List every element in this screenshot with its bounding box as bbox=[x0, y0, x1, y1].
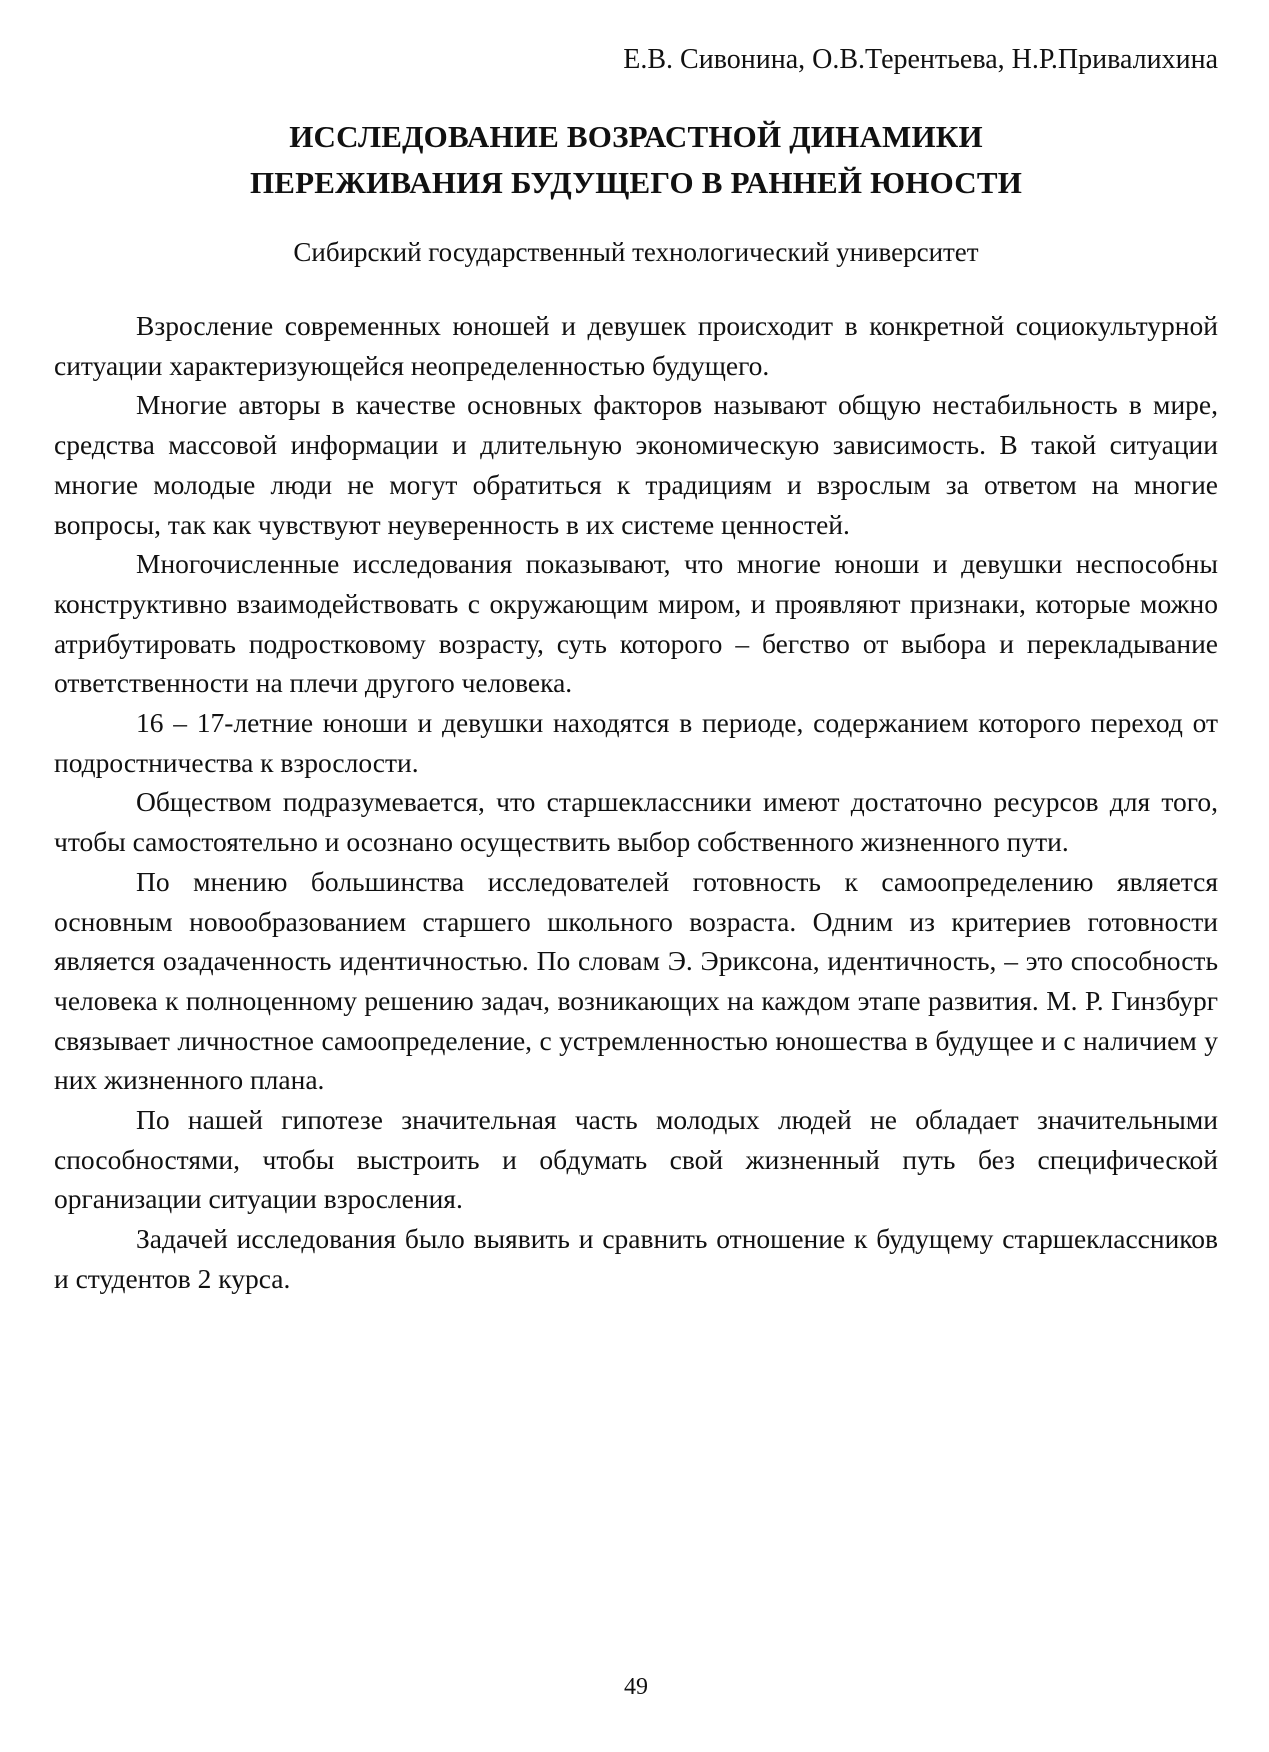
paragraph-3: Многочисленные исследования показывают, что многие юноши и девушки неспособны конструктивно взаимодействовать с окружающим миром, и проявляют признаки, которые можно атрибутировать подростковому возрасту, суть которого – бегство от выбора и перекладывание ответственности на плечи другого человека. bbox=[54, 548, 1218, 699]
paragraph-6: По мнению большинства исследователей готовность к самоопределению является основным новообразованием старшего школьного возраста. Одним из критериев готовности является озадаченность идентичностью. По словам Э. Эриксона, идентичность, – это способность человека к полноценному решению задач, возникающих на каждом этапе развития. М. Р. Гинзбург связывает личностное самоопределение, с устремленностью юношества в будущее и с наличием у них жизненного плана. bbox=[54, 865, 1218, 1096]
authors-line: Е.В. Сивонина, О.В.Терентьева, Н.Р.Привалихина bbox=[623, 44, 1218, 75]
page-number: 49 bbox=[624, 1674, 648, 1700]
paragraph-2: Многие авторы в качестве основных факторов называют общую нестабильность в мире, средства массовой информации и длительную экономическую зависимость. В такой ситуации многие молодые люди не могут обратиться к традициям и взрослым за ответом на многие вопросы, так как чувствуют неуверенность в их системе ценностей. bbox=[54, 389, 1218, 540]
article-body bbox=[54, 306, 1218, 1299]
paragraph-8: Задачей исследования было выявить и сравнить отношение к будущему старшеклассников и студентов 2 курса. bbox=[54, 1223, 1218, 1294]
article-title bbox=[54, 114, 1218, 206]
title-line-2: ПЕРЕЖИВАНИЯ БУДУЩЕГО В РАННЕЙ ЮНОСТИ bbox=[249, 165, 1023, 200]
paragraph-5: Обществом подразумевается, что старшеклассники имеют достаточно ресурсов для того, чтобы самостоятельно и осознано осуществить выбор собственного жизненного пути. bbox=[54, 786, 1218, 858]
paragraph-4: 16 – 17-летние юноши и девушки находятся в периоде, содержанием которого переход от подростничества к взрослости. bbox=[54, 707, 1218, 778]
paragraph-1: Взросление современных юношей и девушек происходит в конкретной социокультурной ситуации характеризующейся неопределенностью будущего. bbox=[54, 310, 1218, 381]
paragraph-7: По нашей гипотезе значительная часть молодых людей не обладает значительными способностями, чтобы выстроить и обдумать свой жизненный путь без специфической организации ситуации взросления. bbox=[54, 1104, 1218, 1215]
affiliation: Сибирский государственный технологический университет bbox=[293, 237, 979, 267]
title-line-1: ИССЛЕДОВАНИЕ ВОЗРАСТНОЙ ДИНАМИКИ bbox=[289, 119, 983, 154]
document-page bbox=[54, 40, 1218, 1730]
